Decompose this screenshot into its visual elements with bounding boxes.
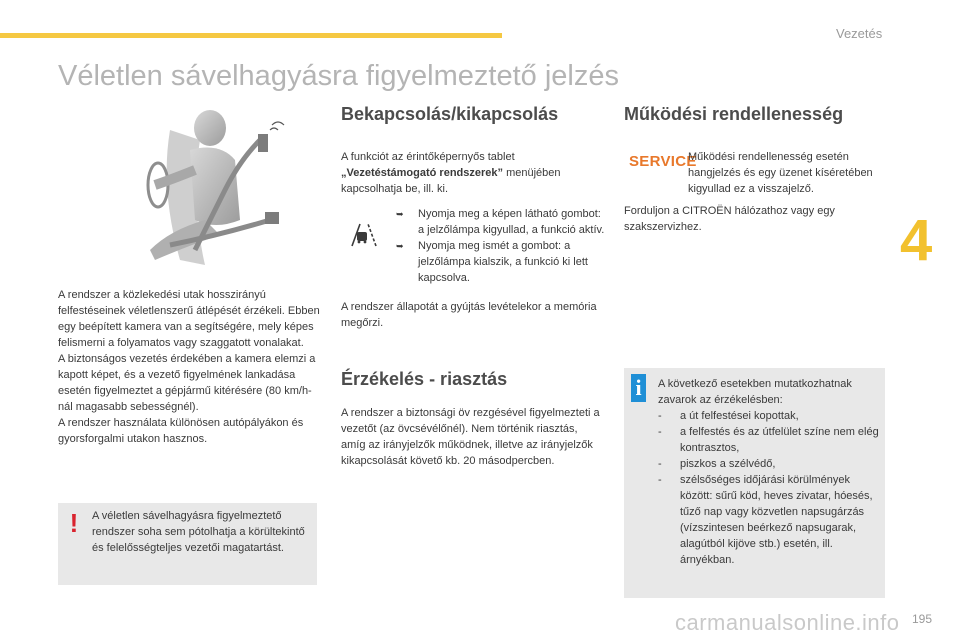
heading-malfunction: Működési rendellenesség [624, 104, 844, 124]
heading-on-off: Bekapcsolás/kikapcsolás [341, 104, 559, 124]
service-text: Működési rendellenesség esetén hangjelzés és egy üzenet kíséretében kigyullad ez a visszajelző. [688, 151, 873, 195]
camera-paragraph: A biztonságos vezetés érdekében a kamera elemzi a kapott képet, és a vezető figyelmének lankadása esetén figyelmeztet a gépjármű kitérésére (80 km/h-nál magasabb sebességnél). [58, 353, 316, 413]
bullet-arrow-icon: ➥ [396, 241, 404, 251]
info-intro: A következő esetekben mutatkozhatnak zavarok az érzékelésben: [658, 378, 852, 406]
step-text: Nyomja meg a képen látható gombot: a jelzőlámpa kigyullad, a funkció aktív. [418, 208, 605, 236]
intro-menu-text [341, 149, 603, 197]
usage-paragraph: A rendszer használata különösen autópályákon és gyorsforgalmi utakon hasznos. [58, 417, 304, 445]
bullet-arrow-icon: ➥ [396, 209, 404, 219]
warning-text: A véletlen sávelhagyásra figyelmeztető rendszer soha sem pótolhatja a körültekintő és felelősségteljes vezetői magatartást. [92, 510, 305, 554]
info-icon: i [631, 374, 646, 402]
info-item: - piszkos a szélvédő, [658, 456, 880, 472]
top-accent-bar [0, 33, 502, 38]
intro-prefix: A funkciót az érintőképernyős tablet [341, 151, 515, 163]
steps-list [396, 206, 608, 286]
page-title: Véletlen sávelhagyásra figyelmeztető jelzés [58, 60, 619, 92]
menu-name: „Vezetéstámogató rendszerek” [341, 167, 504, 179]
info-list [658, 408, 880, 568]
step-item [396, 206, 608, 238]
info-text [658, 376, 880, 568]
contact-text: Forduljon a CITROËN hálózathoz vagy egy szakszervizhez. [624, 205, 835, 233]
memory-note: A rendszer állapotát a gyújtás levételekor a memória megőrzi. [341, 301, 597, 329]
step-text: Nyomja meg ismét a gombot: a jelzőlámpa kialszik, a funkció ki lett kapcsolva. [418, 240, 588, 284]
page-number: 195 [912, 612, 933, 626]
warning-exclamation-icon: ! [69, 508, 79, 538]
intro-suffix: menüjében kapcsolhatja be, ill. ki. [341, 167, 561, 195]
info-item: - a út felfestései kopottak, [658, 408, 880, 424]
lane-departure-button-icon [348, 220, 380, 248]
step-item [396, 238, 608, 286]
left-text [58, 287, 320, 447]
driver-seatbelt-illustration [110, 100, 310, 280]
chapter-number: 4 [900, 208, 933, 273]
watermark: carmanualsonline.info [675, 610, 900, 635]
intro-paragraph: A rendszer a közlekedési utak hosszirányú felfestéseinek véletlenszerű átlépését érzékeli. Ebben egy beépített kamera van a segítségére, mely képes felismerni a folyamatos vagy szaggatott vonalakat. [58, 289, 320, 349]
info-item: - a felfestés és az útfelület színe nem elég kontrasztos, [658, 424, 880, 456]
info-item: - szélsőséges időjárási körülmények között: sűrű köd, heves zivatar, hóesés, tűző nap vagy közvetlen napsugárzás (vízszintesen beérkező napsugarak, alagútból kijöve stb.) esetén, ill. árnyékban. [658, 472, 880, 568]
heading-detection: Érzékelés - riasztás [341, 369, 508, 389]
section-label: Vezetés [836, 26, 883, 41]
service-warning-icon: SERVICE [629, 153, 697, 170]
detection-text: A rendszer a biztonsági öv rezgésével figyelmezteti a vezetőt (az övcsévélőnél). Nem történik riasztás, amíg az irányjelzők működnek, illetve az irányjelzők kikapcsolását követő kb. 20 másodpercben. [341, 407, 600, 467]
